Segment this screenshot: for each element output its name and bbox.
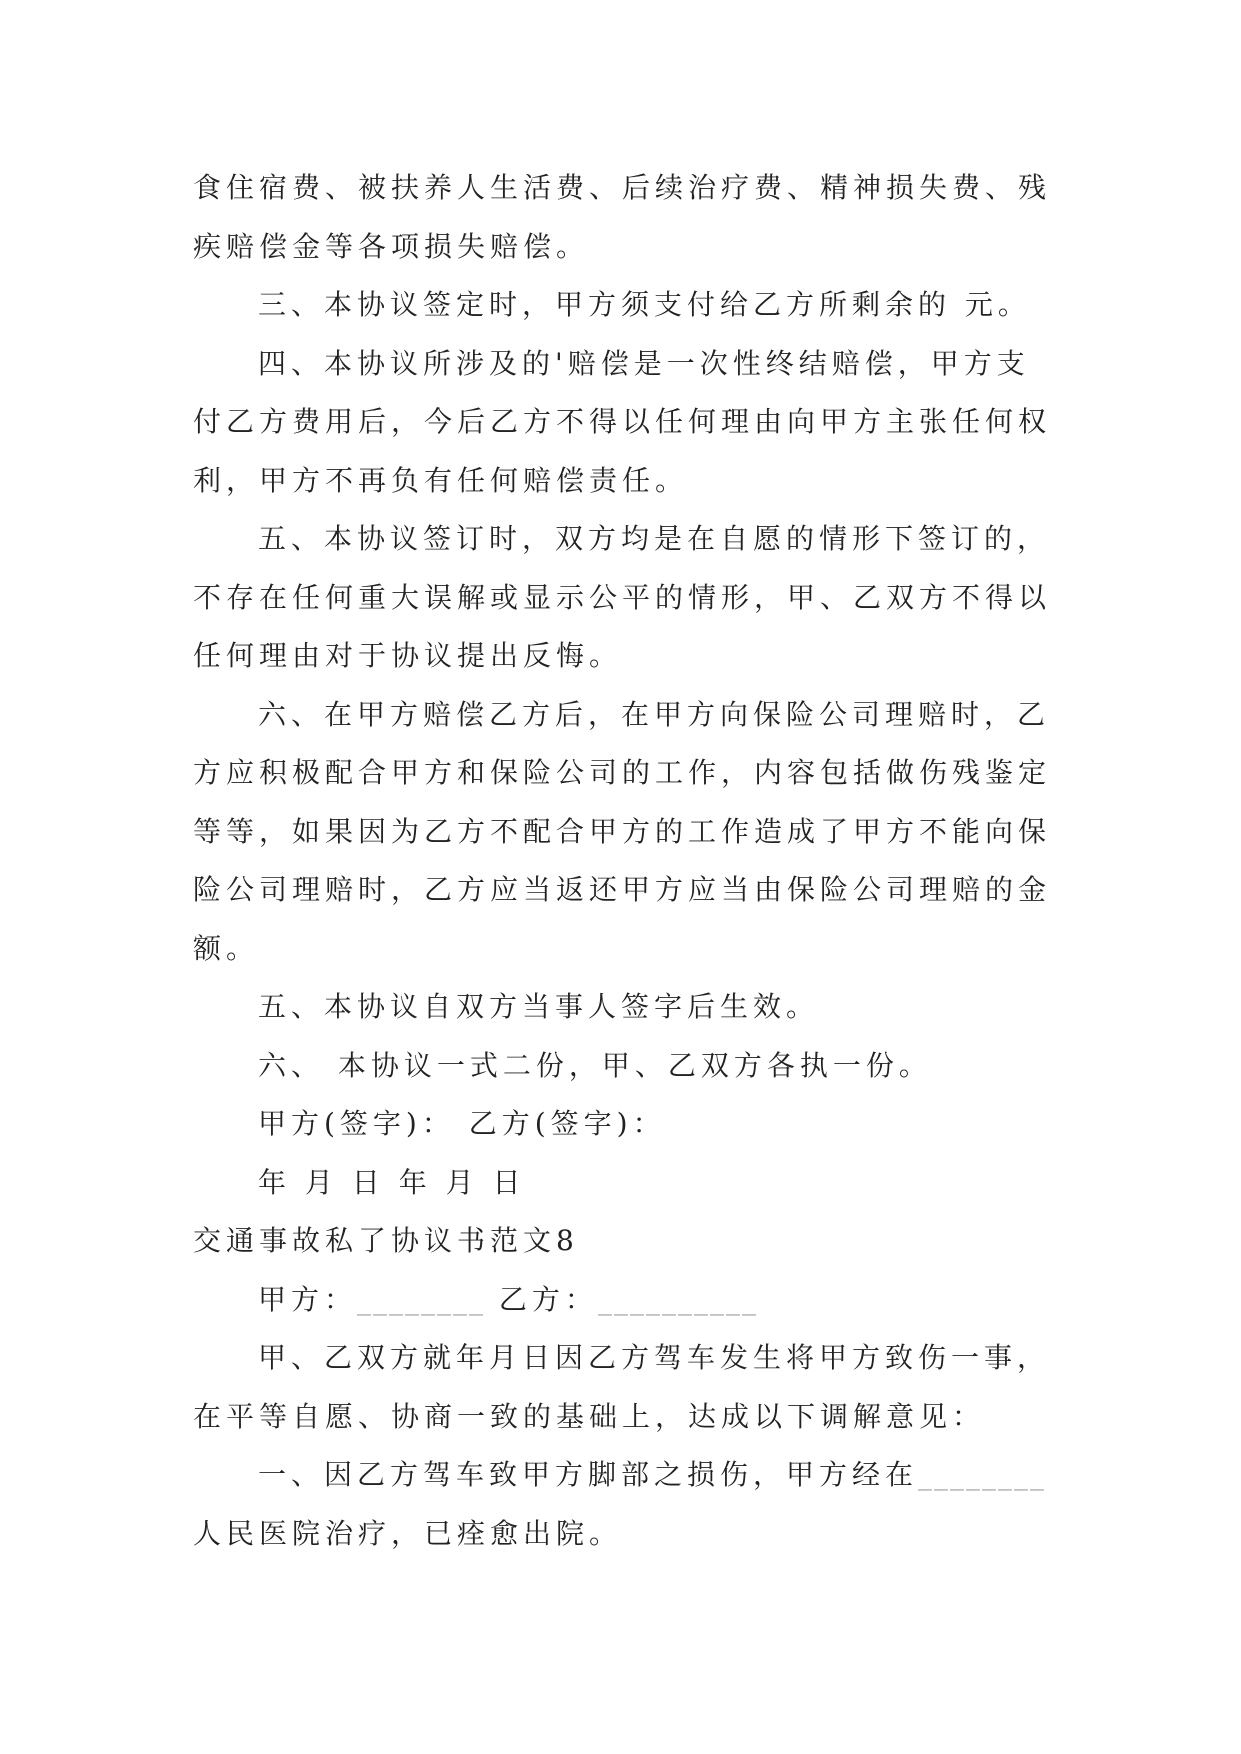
text-line: 疾赔偿金等各项损失赔偿。: [193, 229, 590, 263]
date-line: 年 月 日 年 月 日: [258, 1165, 526, 1199]
clause-six: 六、在甲方赔偿乙方后，在甲方向保险公司理赔时，乙: [258, 697, 1051, 731]
text-line: 人民医院治疗，已痊愈出院。: [193, 1516, 623, 1550]
text-line: 付乙方费用后，今后乙方不得以任何理由向甲方主张任何权: [193, 405, 1052, 438]
party-line: [193, 1271, 1093, 1330]
text-line: 利，甲方不再负有任何赔偿责任。: [193, 463, 689, 497]
text-line: 不存在任何重大误解或显示公平的情形，甲、乙双方不得以: [193, 580, 1052, 614]
hospital-text: 一、因乙方驾车致甲方脚部之损伤，甲方经在: [258, 1458, 919, 1491]
intro-line: 甲、乙双方就年月日因乙方驾车发生将甲方致伤一事，: [258, 1341, 1051, 1374]
signature-line: 甲方(签字)： 乙方(签字)：: [258, 1107, 666, 1140]
clause-three: 三、本协议签定时，甲方须支付给乙方所剩余的 元。: [258, 288, 1031, 321]
hospital-blank: ________: [918, 1458, 1047, 1491]
clause-five: 五、本协议签订时，双方均是在自愿的情形下签订的，: [258, 522, 1051, 555]
text-line: 在平等自愿、协商一致的基础上，达成以下调解意见：: [193, 1399, 986, 1433]
clause-copies: 六、 本协议一式二份，甲、乙双方各执一份。: [258, 1048, 932, 1082]
text-line: 险公司理赔时，乙方应当返还甲方应当由保险公司理赔的金: [193, 873, 1052, 906]
text-line: 等等，如果因为乙方不配合甲方的工作造成了甲方不能向保: [193, 814, 1052, 848]
section-title: 交通事故私了协议书范文8: [193, 1224, 579, 1257]
party-a-label: 甲方：: [258, 1282, 358, 1316]
party-a-blank: ________: [357, 1282, 486, 1316]
text-line: 任何理由对于协议提出反悔。: [193, 639, 623, 672]
hospital-line: [193, 1446, 1093, 1505]
party-b-blank: __________: [597, 1282, 758, 1316]
clause-four: 四、本协议所涉及的'赔偿是一次性终结赔偿，甲方支: [258, 346, 1030, 380]
document-page: [193, 159, 1093, 1563]
text-line: 方应积极配合甲方和保险公司的工作，内容包括做伤残鉴定: [193, 756, 1052, 789]
clause-effective: 五、本协议自双方当事人签字后生效。: [258, 990, 820, 1023]
text-line: 食住宿费、被扶养人生活费、后续治疗费、精神损失费、残: [193, 171, 1052, 204]
text-line: 额。: [193, 931, 260, 965]
party-b-label: 乙方：: [498, 1282, 598, 1316]
